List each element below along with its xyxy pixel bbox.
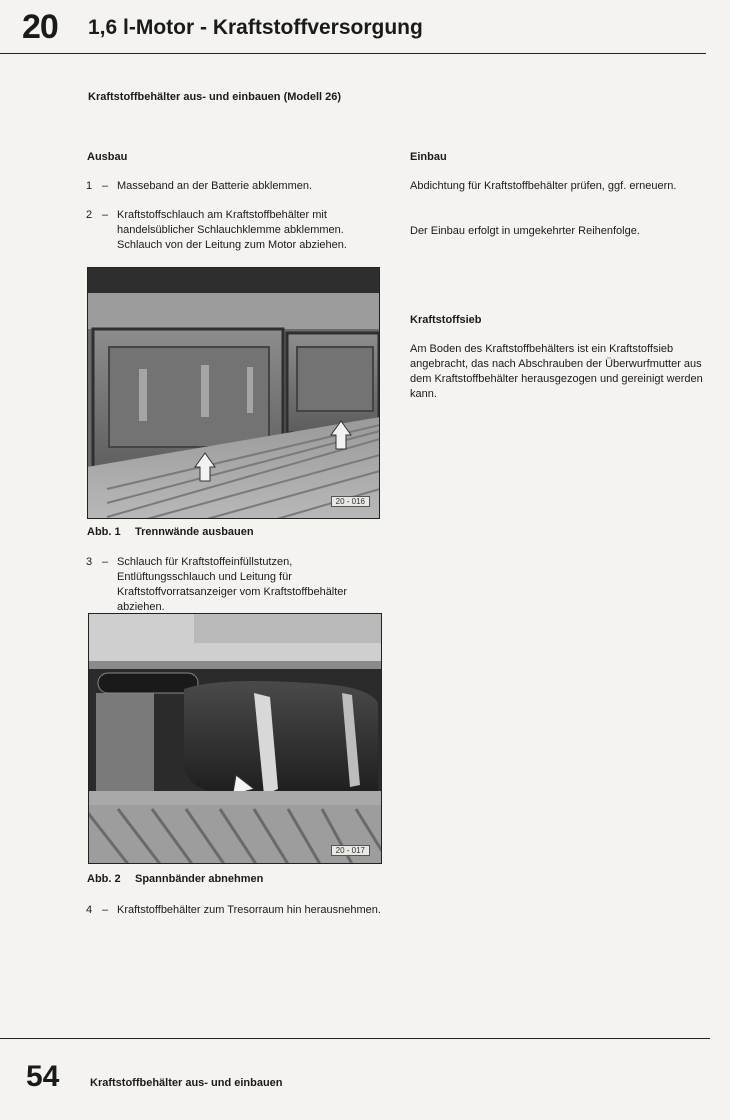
section-number: 20 — [22, 8, 58, 46]
step-dash: – — [102, 180, 109, 192]
step-dash: – — [102, 904, 109, 916]
figure-1-label: Abb. 1 — [87, 526, 121, 538]
step-4 — [86, 903, 386, 935]
figure-1-text: Trennwände ausbauen — [135, 526, 254, 538]
step-number: 1 — [86, 180, 93, 192]
step-dash: – — [102, 209, 109, 221]
section-subtitle: Kraftstoffbehälter aus- und einbauen (Modell 26) — [88, 91, 342, 103]
step-text: Masseband an der Batterie abklemmen. — [117, 180, 313, 192]
figure-1-caption — [87, 526, 254, 538]
page-number: 54 — [26, 1060, 60, 1093]
step-number: 4 — [86, 904, 93, 916]
einbau-heading: Einbau — [410, 151, 447, 163]
einbau-paragraph-2: Der Einbau erfolgt in umgekehrter Reihenfolge. — [410, 225, 640, 237]
step-text: Kraftstoffbehälter zum Tresorraum hin herausnehmen. — [117, 904, 381, 916]
einbau-paragraph-1: Abdichtung für Kraftstoffbehälter prüfen, ggf. erneuern. — [410, 180, 677, 192]
partition-walls-image — [87, 267, 380, 519]
step-text: Schlauch für Kraftstoffeinfüllstutzen, Entlüftungsschlauch und Leitung für Kraftstoffvorratsanzeiger vom Kraftstoffbehälter abziehen. — [117, 556, 348, 613]
footer-divider — [0, 1038, 710, 1039]
page-title: 1,6 l-Motor - Kraftstoffversorgung — [88, 16, 423, 39]
step-text: Kraftstoffschlauch am Kraftstoffbehälter mit handelsüblicher Schlauchklemme abklemmen. Schlauch von der Leitung zum Motor abziehen. — [117, 209, 347, 251]
footer-text: Kraftstoffbehälter aus- und einbauen — [90, 1077, 283, 1089]
figure-1-ref: 20 - 016 — [331, 496, 370, 507]
step-2 — [86, 208, 386, 254]
kraftstoffsieb-paragraph: Am Boden des Kraftstoffbehälters ist ein Kraftstoffsieb angebracht, das nach Abschrauben der Überwurfmutter aus dem Kraftstoffbehälter herausgezogen und gereinigt werden kann. — [410, 343, 703, 400]
figure-2-label: Abb. 2 — [87, 873, 121, 885]
header-divider — [0, 53, 706, 54]
kraftstoffsieb-heading: Kraftstoffsieb — [410, 314, 482, 326]
figure-2-ref: 20 - 017 — [331, 845, 370, 856]
tank-straps-image — [88, 613, 382, 864]
figure-2-text: Spannbänder abnehmen — [135, 873, 264, 885]
ausbau-heading: Ausbau — [87, 151, 128, 163]
figure-2-caption — [87, 873, 263, 885]
figure-2-photo — [88, 613, 382, 864]
step-number: 3 — [86, 556, 93, 568]
step-3 — [86, 555, 386, 613]
step-1 — [86, 179, 386, 195]
step-number: 2 — [86, 209, 93, 221]
step-dash: – — [102, 556, 109, 568]
figure-1-photo — [87, 267, 380, 519]
